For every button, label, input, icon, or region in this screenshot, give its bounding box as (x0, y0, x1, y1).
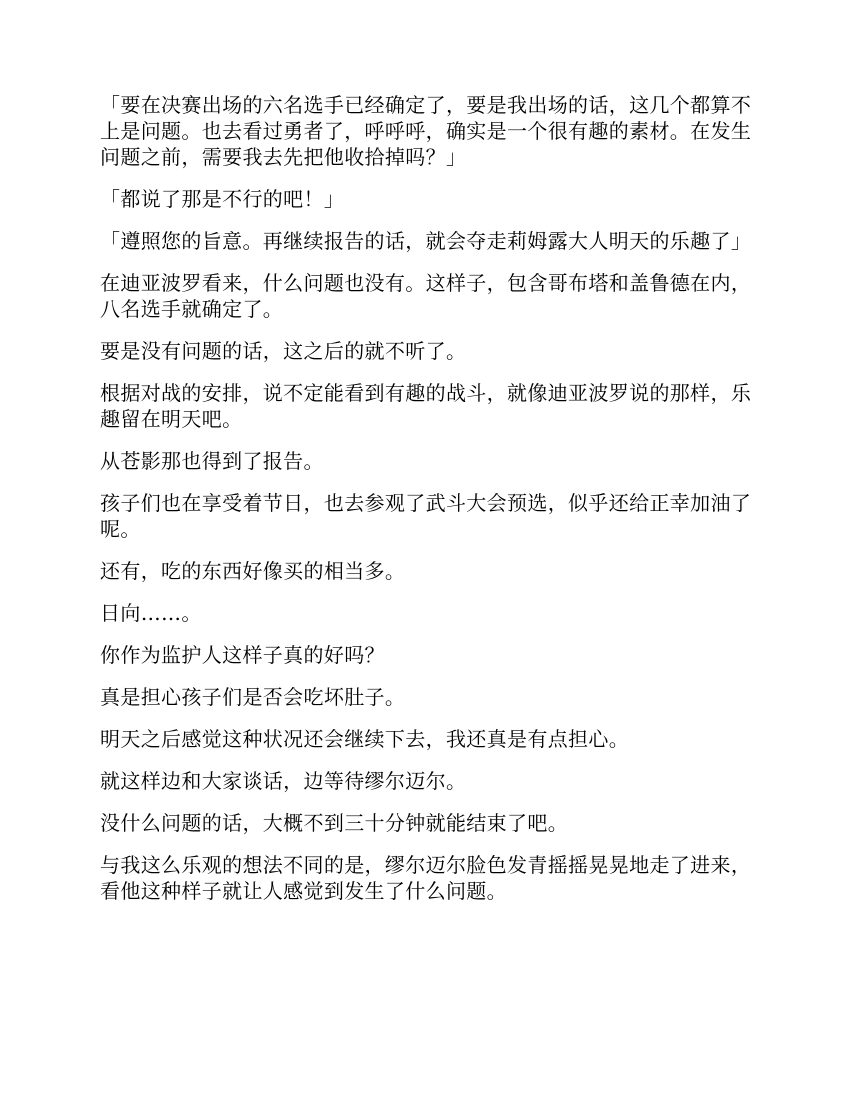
paragraph-5: 要是没有问题的话，这之后的就不听了。 (100, 339, 467, 363)
paragraph-3: 「遵照您的旨意。再继续报告的话，就会夺走莉姆露大人明天的乐趣了」 (100, 229, 752, 253)
paragraph-12: 真是担心孩子们是否会吃坏肚子。 (100, 685, 406, 709)
paragraph-11: 你作为监护人这样子真的好吗？ (100, 643, 385, 667)
paragraph-10: 日向……。 (100, 601, 202, 625)
paragraph-1: 「要在决赛出场的六名选手已经确定了，要是我出场的话，这几个都算不上是问题。也去看过勇者了，呼呼呼，确实是一个很有趣的素材。在发生问题之前，需要我去先把他收拾掉吗？」 (100, 93, 752, 169)
paragraph-14: 就这样边和大家谈话，边等待缪尔迈尔。 (100, 769, 467, 793)
document-page (100, 92, 752, 920)
paragraph-16: 与我这么乐观的想法不同的是，缪尔迈尔脸色发青摇摇晃晃地走了进来，看他这种样子就让人感觉到发生了什么问题。 (100, 853, 752, 903)
paragraph-6: 根据对战的安排，说不定能看到有趣的战斗，就像迪亚波罗说的那样，乐趣留在明天吧。 (100, 381, 752, 431)
paragraph-9: 还有，吃的东西好像买的相当多。 (100, 559, 406, 583)
paragraph-7: 从苍影那也得到了报告。 (100, 449, 324, 473)
paragraph-15: 没什么问题的话，大概不到三十分钟就能结束了吧。 (100, 811, 569, 835)
paragraph-2: 「都说了那是不行的吧！」 (100, 187, 345, 211)
paragraph-13: 明天之后感觉这种状况还会继续下去，我还真是有点担心。 (100, 727, 630, 751)
paragraph-4: 在迪亚波罗看来，什么问题也没有。这样子，包含哥布塔和盖鲁德在内，八名选手就确定了。 (100, 271, 752, 321)
paragraph-8: 孩子们也在享受着节日，也去参观了武斗大会预选，似乎还给正幸加油了呢。 (100, 491, 752, 541)
